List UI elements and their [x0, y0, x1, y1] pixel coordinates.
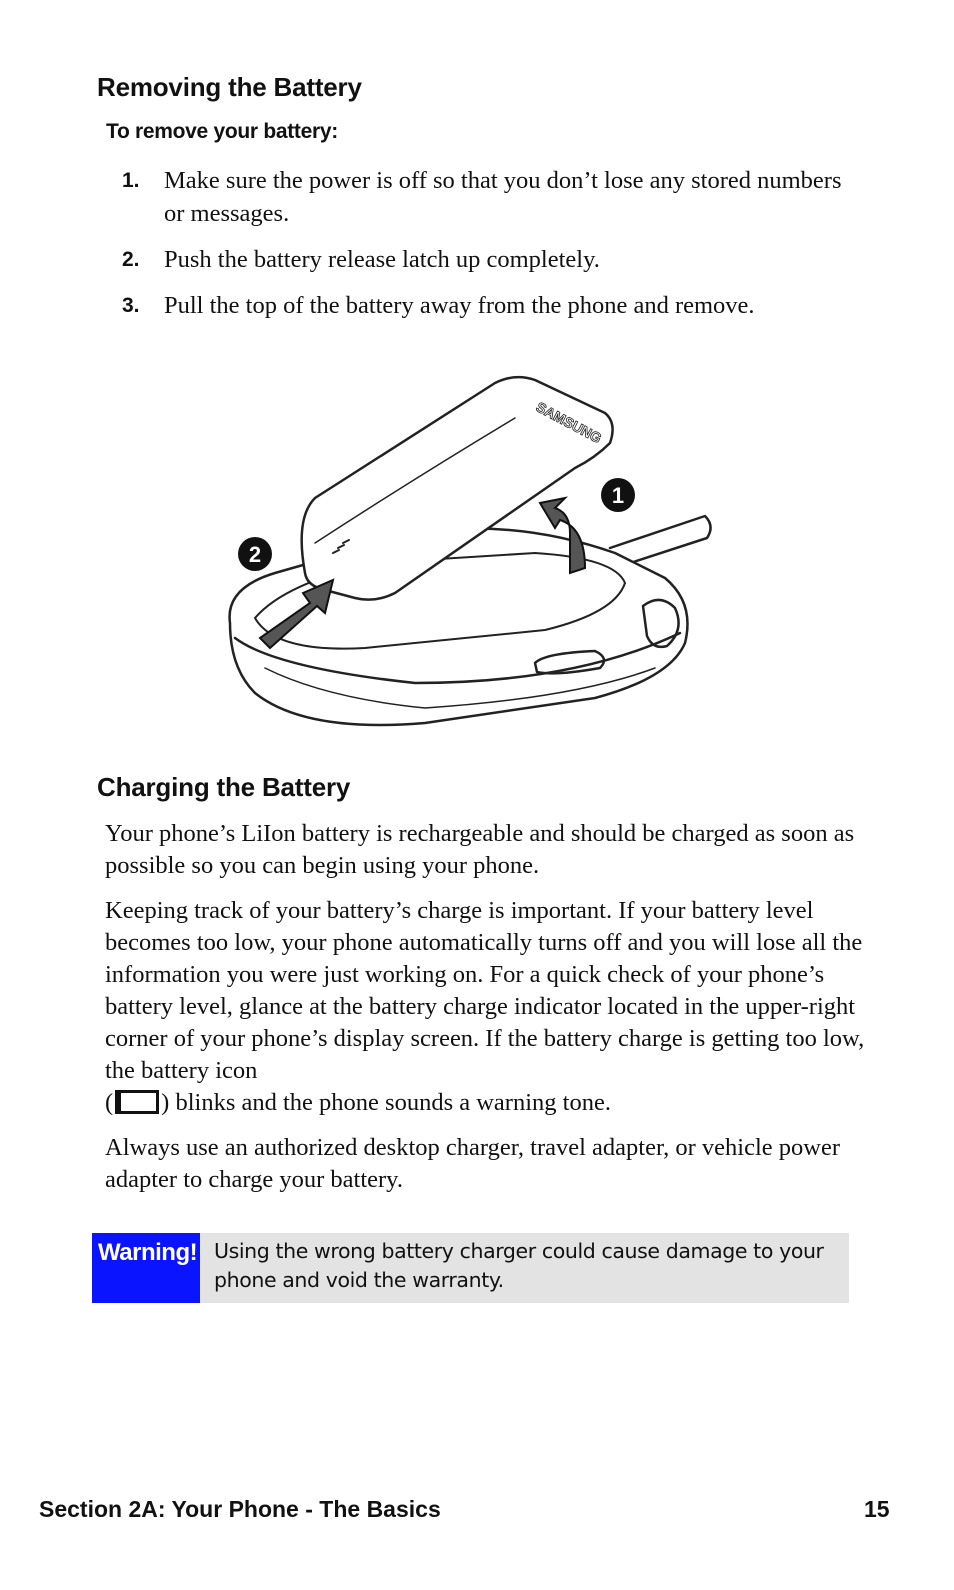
step-item — [0, 243, 854, 276]
step-item — [0, 289, 854, 322]
step-text: Make sure the power is off so that you don’t lose any stored numbers or messages. — [164, 167, 842, 227]
paragraph-text: ( — [105, 1089, 114, 1116]
step-text: Push the battery release latch up completely. — [164, 246, 600, 273]
body-paragraph — [105, 895, 865, 1119]
battery-removal-illustration — [215, 368, 725, 743]
step-number: 3. — [122, 294, 140, 317]
footer-section-title: Section 2A: Your Phone - The Basics — [39, 1496, 441, 1522]
paragraph-text: Keeping track of your battery’s charge is important. If your battery level becomes too low, your phone automatically turns off and you will lose all the information you were just working on. For a quick check of your phone’s battery level, glance at the battery charge indicator located in the upper-right corner of your phone’s display screen. If the battery charge is getting too low, the battery icon — [105, 897, 865, 1084]
step-number: 2. — [122, 248, 140, 271]
step-number: 1. — [122, 169, 140, 192]
section-heading-removing: Removing the Battery — [97, 72, 362, 102]
step-item — [0, 164, 854, 230]
body-paragraph: Your phone’s LiIon battery is rechargeable and should be charged as soon as possible so you can begin using your phone. — [105, 820, 855, 879]
paragraph-text: ) blinks and the phone sounds a warning tone. — [161, 1089, 611, 1116]
step-list — [0, 164, 954, 335]
warning-label: Warning! — [92, 1233, 200, 1303]
instruction-lead: To remove your battery: — [106, 120, 338, 143]
section-heading-charging: Charging the Battery — [97, 772, 351, 802]
battery-low-icon — [115, 1090, 159, 1114]
warning-callout — [92, 1233, 849, 1303]
page-number: 15 — [864, 1496, 890, 1522]
brand-logo-text: SAMSUNG — [533, 398, 605, 447]
callout-number: 1 — [611, 483, 625, 508]
warning-text: Using the wrong battery charger could cause damage to your phone and void the warranty. — [214, 1239, 824, 1292]
step-text: Pull the top of the battery away from the phone and remove. — [164, 292, 755, 319]
body-paragraph: Always use an authorized desktop charger, travel adapter, or vehicle power adapter to charge your battery. — [105, 1134, 841, 1193]
callout-number: 2 — [248, 542, 262, 567]
